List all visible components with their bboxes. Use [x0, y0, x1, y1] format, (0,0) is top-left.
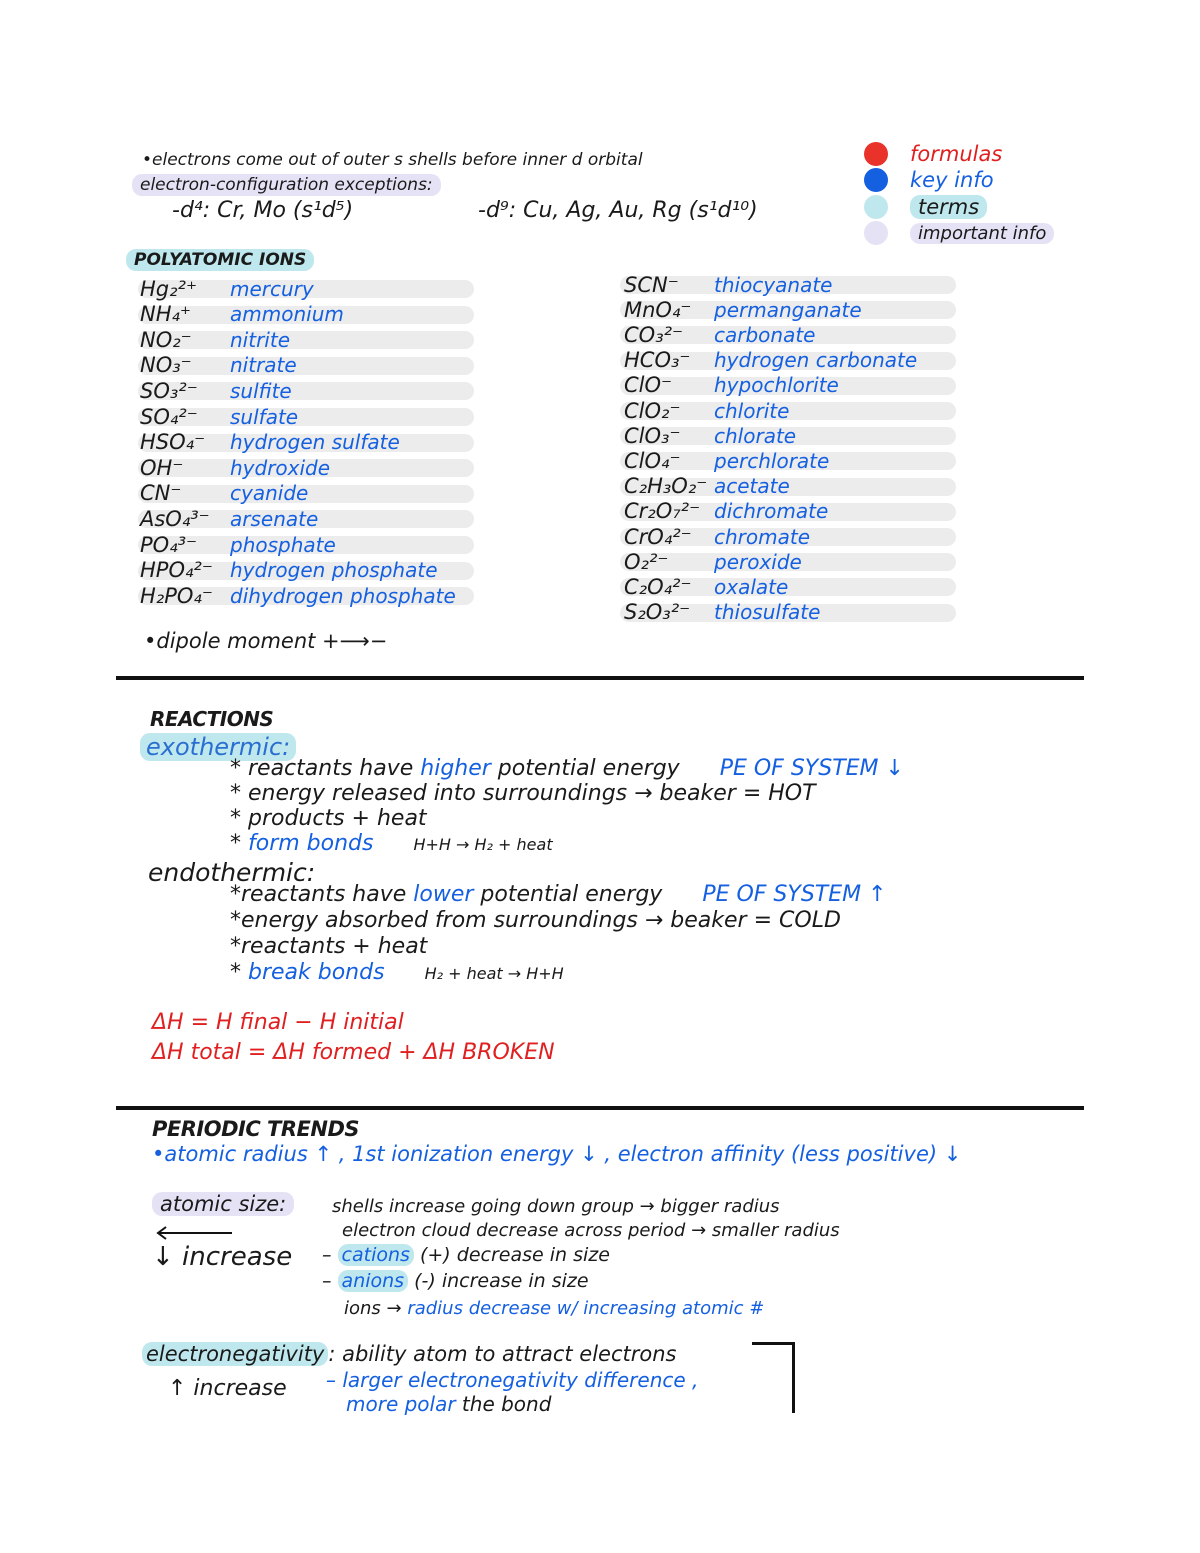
ion-formula: SO₄²⁻	[140, 404, 198, 429]
ion-row	[624, 322, 815, 347]
ion-row	[624, 574, 788, 599]
ions-title: POLYATOMIC IONS	[126, 249, 314, 271]
reaction-point: *reactants have lower potential energy PE OF SYSTEM ↑	[230, 882, 887, 907]
ion-formula: HPO₄²⁻	[140, 558, 213, 583]
ion-row	[140, 532, 336, 557]
ion-name: peroxide	[714, 549, 802, 574]
trends-summary: •atomic radius ↑ , 1st ionization energy ↓ , electron affinity (less positive) ↓	[152, 1142, 962, 1166]
ion-row	[140, 404, 298, 429]
ion-name: thiosulfate	[714, 600, 821, 625]
ion-row	[140, 302, 344, 327]
ion-name: sulfite	[230, 378, 292, 403]
ion-row	[140, 583, 456, 608]
ion-formula: CN⁻	[140, 481, 182, 506]
ion-name: oxalate	[714, 574, 789, 599]
ion-row	[624, 499, 828, 524]
reaction-point: *energy absorbed from surroundings → beaker = COLD	[230, 908, 841, 933]
red-dot-icon	[864, 142, 888, 166]
ion-formula: SCN⁻	[624, 272, 679, 297]
electronegativity-line: electronegativity : ability atom to attract electrons	[142, 1342, 676, 1366]
ion-formula: C₂O₄²⁻	[624, 574, 692, 599]
ion-formula: CrO₄²⁻	[624, 524, 692, 549]
endothermic-label: endothermic:	[148, 858, 316, 887]
ion-name: phosphate	[230, 532, 336, 557]
ion-formula: OH⁻	[140, 455, 184, 480]
ion-row	[140, 481, 308, 506]
ion-name: permanganate	[714, 297, 862, 322]
reaction-point: *reactants + heat	[230, 934, 428, 959]
ion-row	[140, 353, 297, 378]
d4-exceptions: -d⁴: Cr, Mo (s¹d⁵)	[172, 198, 354, 223]
ion-formula: C₂H₃O₂⁻	[624, 474, 708, 499]
reactions-title: REACTIONS	[150, 707, 274, 731]
blue-dot-icon	[864, 168, 888, 192]
ion-name: nitrate	[230, 353, 297, 378]
ion-name: carbonate	[714, 322, 816, 347]
ion-row	[624, 474, 790, 499]
divider	[116, 1106, 1084, 1110]
exceptions-label: electron-configuration exceptions:	[132, 174, 441, 196]
ion-formula: S₂O₃²⁻	[624, 600, 691, 625]
ion-name: perchlorate	[714, 448, 830, 473]
ion-formula: SO₃²⁻	[140, 378, 198, 403]
ion-name: hypochlorite	[714, 373, 839, 398]
left-arrow-icon	[154, 1226, 234, 1240]
atomic-size-label: atomic size:	[152, 1192, 294, 1216]
ion-row	[624, 549, 802, 574]
size-line-2: electron cloud decrease across period → smaller radius	[342, 1220, 840, 1241]
ion-name: chlorate	[714, 423, 797, 448]
ion-row	[624, 524, 810, 549]
reaction-point: * break bonds H₂ + heat → H+H	[230, 960, 564, 985]
ion-name: nitrite	[230, 327, 290, 352]
ion-formula: Cr₂O₇²⁻	[624, 499, 701, 524]
lavender-dot-icon	[864, 221, 888, 245]
cations-line: – cations (+) decrease in size	[322, 1244, 610, 1266]
reaction-point: * energy released into surroundings → beaker = HOT	[230, 781, 816, 806]
legend-key-info: key info	[864, 168, 994, 192]
enthalpy-formula: ΔH = H final − H initial	[152, 1010, 404, 1035]
ion-row	[624, 423, 796, 448]
ion-formula: ClO₄⁻	[624, 448, 681, 473]
size-line-1: shells increase going down group → bigger radius	[332, 1196, 780, 1217]
exothermic-label: exothermic:	[140, 733, 296, 761]
ion-formula: ClO⁻	[624, 373, 673, 398]
ion-name: mercury	[230, 276, 314, 301]
anions-line: – anions (-) increase in size	[322, 1270, 589, 1292]
ion-name: dihydrogen phosphate	[230, 583, 456, 608]
ion-row	[140, 558, 438, 583]
ion-row	[624, 373, 839, 398]
legend-formulas: formulas	[864, 142, 1002, 166]
divider	[116, 676, 1084, 680]
dipole-moment: •dipole moment +⟶−	[144, 629, 388, 653]
ion-name: arsenate	[230, 506, 319, 531]
enthalpy-total-formula: ΔH total = ΔH formed + ΔH BROKEN	[152, 1040, 555, 1065]
ion-name: chromate	[714, 524, 811, 549]
increase-up-label: ↑ increase	[168, 1376, 287, 1401]
ion-name: sulfate	[230, 404, 299, 429]
ions-radius-line: ions → radius decrease w/ increasing atomic #	[344, 1298, 765, 1319]
ion-formula: HCO₃⁻	[624, 348, 691, 373]
ion-formula: HSO₄⁻	[140, 430, 206, 455]
ion-name: chlorite	[714, 398, 790, 423]
ion-row	[140, 276, 314, 301]
ion-row	[624, 448, 829, 473]
ion-formula: NH₄⁺	[140, 302, 192, 327]
ion-name: hydrogen carbonate	[714, 348, 918, 373]
trends-title: PERIODIC TRENDS	[152, 1117, 360, 1141]
ion-row	[140, 430, 400, 455]
ion-row	[624, 600, 820, 625]
ion-row	[140, 506, 318, 531]
legend-terms: terms	[864, 195, 987, 219]
legend-important-info: important info	[864, 221, 1054, 245]
ion-formula: H₂PO₄⁻	[140, 583, 213, 608]
ion-row	[140, 455, 330, 480]
ion-formula: MnO₄⁻	[624, 297, 692, 322]
ion-row	[624, 272, 832, 297]
reaction-point: * form bonds H+H → H₂ + heat	[230, 831, 553, 856]
increase-down-label: ↓ increase	[152, 1242, 293, 1272]
reaction-point: * products + heat	[230, 806, 427, 831]
ion-formula: Hg₂²⁺	[140, 276, 198, 301]
intro-note: •electrons come out of outer s shells before inner d orbital	[142, 150, 643, 170]
ion-formula: ClO₂⁻	[624, 398, 681, 423]
d9-exceptions: -d⁹: Cu, Ag, Au, Rg (s¹d¹⁰)	[478, 198, 758, 223]
ion-formula: AsO₄³⁻	[140, 506, 210, 531]
polar-bond-line: more polar the bond	[346, 1392, 552, 1416]
ion-formula: PO₄³⁻	[140, 532, 198, 557]
bracket-mark	[752, 1342, 795, 1413]
ion-row	[140, 378, 292, 403]
ion-formula: O₂²⁻	[624, 549, 669, 574]
ion-formula: ClO₃⁻	[624, 423, 681, 448]
ion-formula: NO₃⁻	[140, 353, 192, 378]
ion-row	[624, 398, 789, 423]
ion-row	[624, 348, 917, 373]
ion-row	[140, 327, 290, 352]
ion-name: dichromate	[714, 499, 829, 524]
ion-name: acetate	[714, 474, 790, 499]
ion-name: cyanide	[230, 481, 309, 506]
ion-name: hydroxide	[230, 455, 331, 480]
ion-name: hydrogen phosphate	[230, 558, 438, 583]
ion-name: ammonium	[230, 302, 344, 327]
en-difference-line: – larger electronegativity difference ,	[326, 1368, 699, 1392]
ion-formula: CO₃²⁻	[624, 322, 684, 347]
reaction-point: * reactants have higher potential energy PE OF SYSTEM ↓	[230, 756, 904, 781]
teal-dot-icon	[864, 195, 888, 219]
ion-row	[624, 297, 862, 322]
ion-name: hydrogen sulfate	[230, 430, 400, 455]
ion-formula: NO₂⁻	[140, 327, 192, 352]
ion-name: thiocyanate	[714, 272, 833, 297]
